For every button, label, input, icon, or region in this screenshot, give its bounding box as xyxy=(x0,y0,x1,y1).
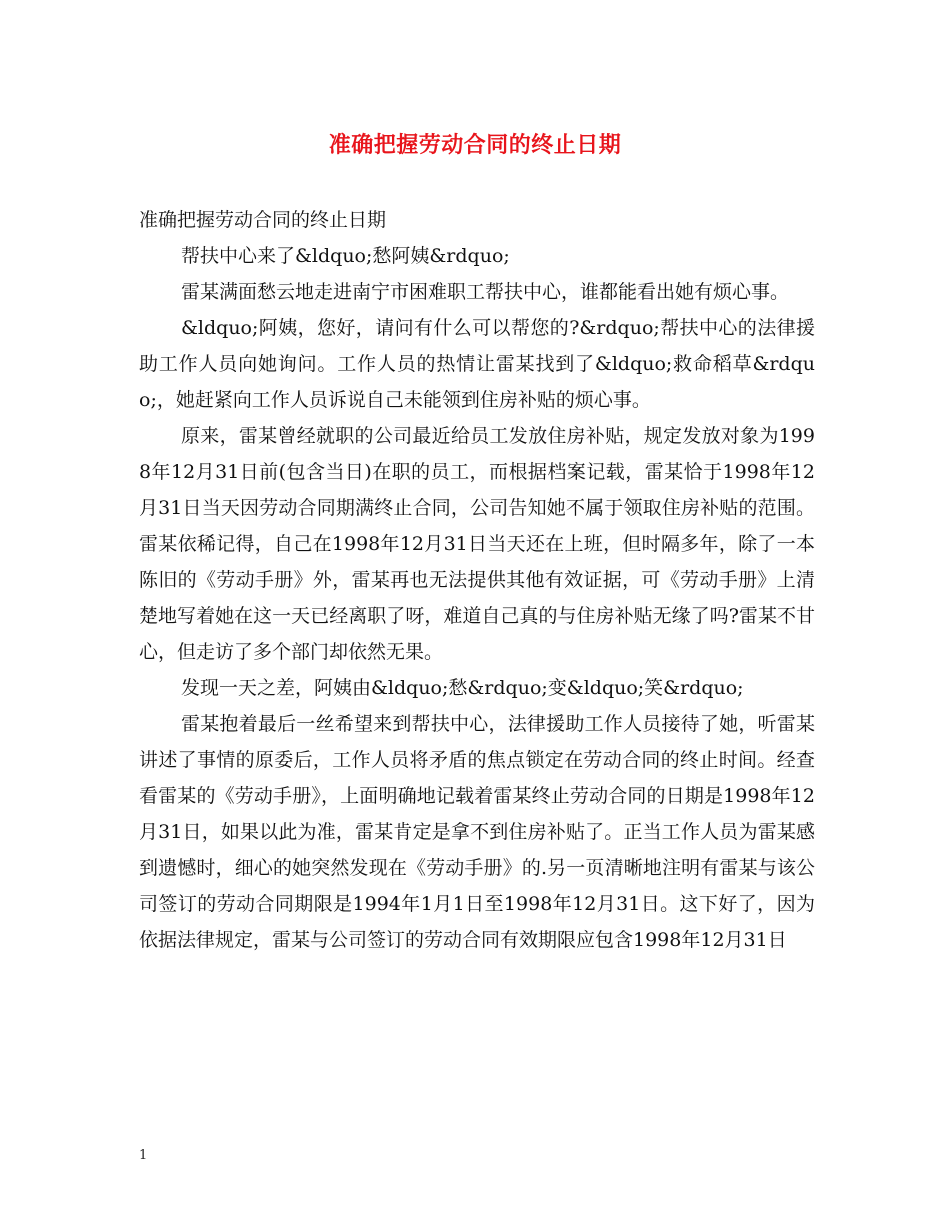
page-number: 1 xyxy=(139,1148,148,1163)
body-paragraph-heading: 准确把握劳动合同的终止日期 xyxy=(139,209,387,231)
body-subheading-2: 发现一天之差，阿姨由&ldquo;愁&rdquo;变&ldquo;笑&rdquo; xyxy=(181,677,744,699)
body-paragraph: 雷某满面愁云地走进南宁市困难职工帮扶中心，谁都能看出她有烦心事。 xyxy=(181,281,790,303)
body-paragraph: 原来，雷某曾经就职的公司最近给员工发放住房补贴，规定发放对象为1998年12月31日前(包含当日)在职的员工，而根据档案记载，雷某恰于1998年12月31日当天因劳动合同期满终止合同，公司告知她不属于领取住房补贴的范围。雷某依稀记得，自己在1998年12月31日当天还在上班，但时隔多年，除了一本陈旧的《劳动手册》外，雷某再也无法提供其他有效证据，可《劳动手册》上清楚地写着她在这一天已经离职了呀，难道自己真的与住房补贴无缘了吗?雷某不甘心，但走访了多个部门却依然无果。 xyxy=(139,425,815,663)
body-subheading-1: 帮扶中心来了&ldquo;愁阿姨&rdquo; xyxy=(181,245,510,267)
body-paragraph: 雷某抱着最后一丝希望来到帮扶中心，法律援助工作人员接待了她，听雷某讲述了事情的原委后，工作人员将矛盾的焦点锁定在劳动合同的终止时间。经查看雷某的《劳动手册》，上面明确地记载着雷某终止劳动合同的日期是1998年12月31日，如果以此为准，雷某肯定是拿不到住房补贴了。正当工作人员为雷某感到遗憾时，细心的她突然发现在《劳动手册》的.另一页清晰地注明有雷某与该公司签订的劳动合同期限是1994年1月1日至1998年12月31日。这下好了，因为依据法律规定，雷某与公司签订的劳动合同有效期限应包含1998年12月31日 xyxy=(139,713,815,951)
document-body xyxy=(139,202,815,958)
body-paragraph: &ldquo;阿姨，您好，请问有什么可以帮您的?&rdquo;帮扶中心的法律援助工作人员向她询问。工作人员的热情让雷某找到了&ldquo;救命稻草&rdquo;，她赶紧向工作人员诉说自己未能领到住房补贴的烦心事。 xyxy=(139,317,815,411)
document-title: 准确把握劳动合同的终止日期 xyxy=(328,133,622,158)
